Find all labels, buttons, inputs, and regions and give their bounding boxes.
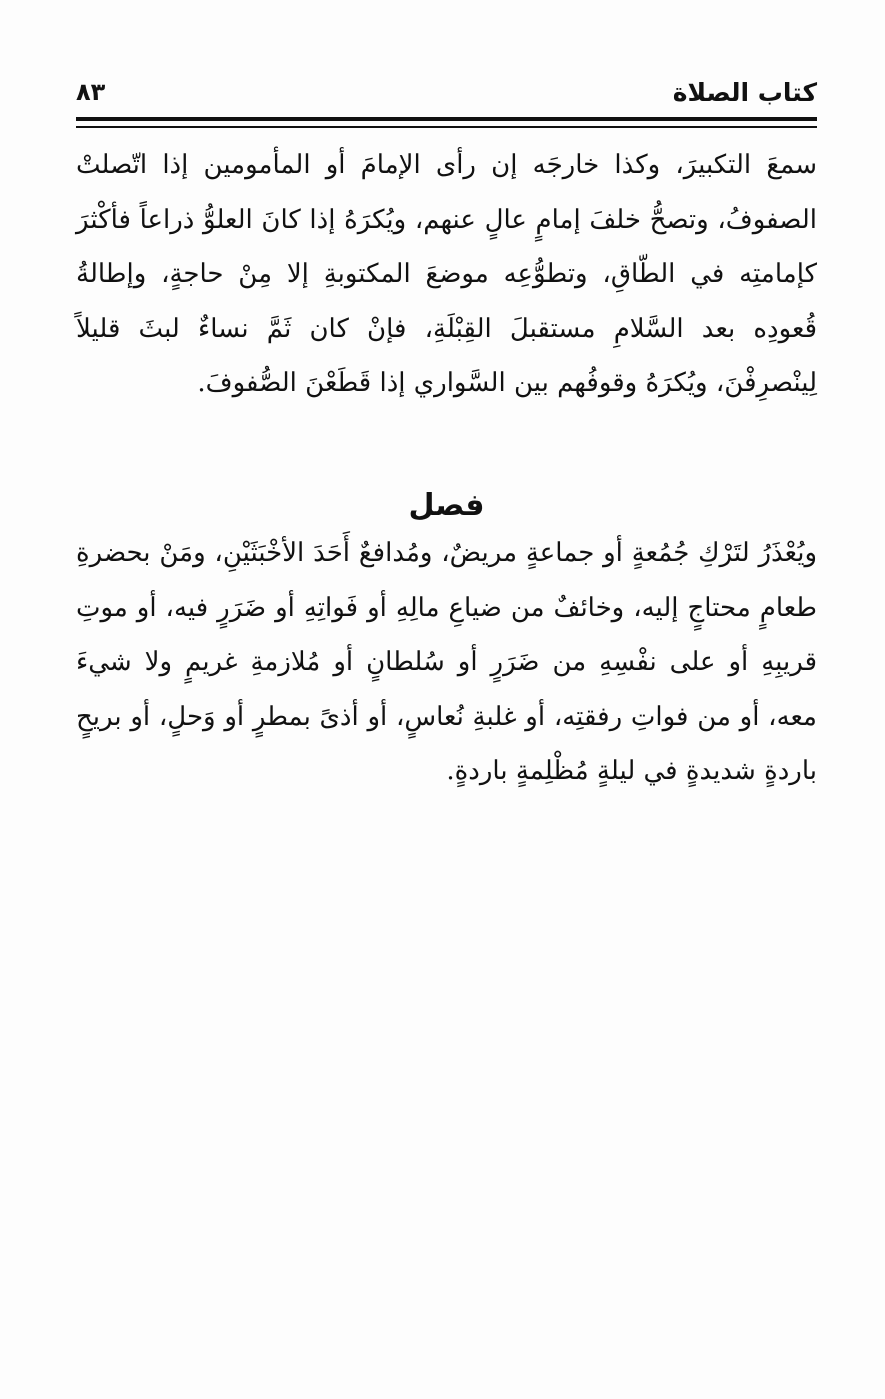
header-rule-thick [76, 117, 817, 121]
running-title: كتاب الصلاة [672, 78, 817, 107]
paragraph-2: ويُعْذَرُ لتَرْكِ جُمُعةٍ أو جماعةٍ مريضٌ، ومُدافعٌ أَحَدَ الأخْبَثَيْنِ، ومَنْ بحضرةِ طعامٍ محتاجٍ إليه، وخائفٌ من ضياعِ مالِهِ أو فَواتِهِ أو ضَرَرٍ فيه، أو موتِ قريبِهِ أو على نفْسِهِ من ضَرَرٍ أو سُلطانٍ أو مُلازمةِ غريمٍ ولا شيءَ معه، أو من فواتِ رفقتِه، أو غلبةِ نُعاسٍ، أو أذىً بمطرٍ أو وَحلٍ، أو بريحٍ باردةٍ شديدةٍ في ليلةٍ مُظْلِمةٍ باردةٍ. [76, 538, 817, 786]
page-number: ٨٣ [76, 78, 106, 106]
paragraph-1: سمعَ التكبيرَ، وكذا خارجَه إن رأى الإمامَ أو المأمومين إذا اتّصلتْ الصفوفُ، وتصحُّ خلفَ إمامٍ عالٍ عنهم، ويُكرَهُ إذا كانَ العلوُّ ذراعاً فأكْثرَ كإمامتِه في الطّاقِ، وتطوُّعِه موضعَ المكتوبةِ إلا مِنْ حاجةٍ، وإطالةُ قُعودِه بعد السَّلامِ مستقبلَ القِبْلَةِ، فإنْ كان ثَمَّ نساءٌ لبثَ قليلاً لِينْصرِفْنَ، ويُكرَهُ وقوفُهم بين السَّواري إذا قَطَعْنَ الصُّفوفَ. [76, 150, 817, 398]
header-rule-thin [76, 126, 817, 128]
section-heading: فصل [408, 488, 485, 523]
page-header [76, 74, 817, 114]
